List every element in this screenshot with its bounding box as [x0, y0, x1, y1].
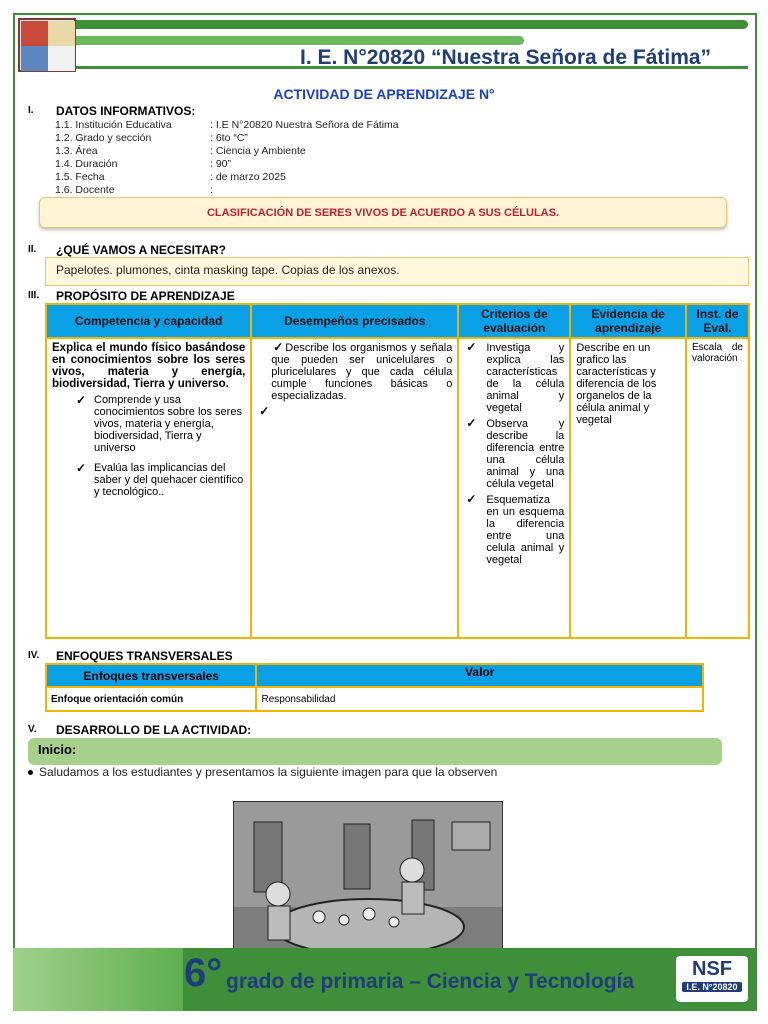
- section-label: DATOS INFORMATIVOS:: [56, 104, 196, 118]
- cell-instrumento: [686, 338, 749, 638]
- datos-value: :: [210, 184, 213, 196]
- nsf-logo-subtext: I.E. N°20820: [682, 982, 742, 992]
- capacidades-list: [52, 394, 245, 498]
- header-criterios: Criterios de evaluación: [458, 304, 570, 338]
- school-name: I. E. N°20820 “Nuestra Señora de Fátima”: [300, 46, 712, 69]
- cell-evidencia: Describe en un grafico las características y diferencia de los organelos de la célula animal y vegetal: [570, 338, 686, 638]
- grade-number: 6°: [184, 951, 223, 995]
- header-desempenos: Desempeños precisados: [251, 304, 458, 338]
- datos-key: 1.5. Fecha: [55, 171, 105, 183]
- topic-callout: CLASIFICACIÓN DE SERES VIVOS DE ACUERDO A SUS CÉLULAS.: [39, 197, 727, 228]
- datos-key: 1.4. Duración: [55, 158, 118, 170]
- enfoques-table: [45, 663, 704, 712]
- children-watering-plants-illustration: [233, 801, 503, 971]
- datos-value: : 6to “C”: [210, 132, 248, 144]
- header-enfoques: Enfoques transversales: [46, 664, 256, 687]
- datos-value: : 90”: [210, 158, 232, 170]
- section-number: V.: [28, 724, 37, 735]
- section-number: III.: [28, 290, 40, 301]
- datos-key: 1.1. Institución Educativa: [55, 119, 172, 131]
- datos-key: 1.2. Grado y sección: [55, 132, 152, 144]
- illustration-drawing: [234, 802, 503, 971]
- section-label: DESARROLLO DE LA ACTIVIDAD:: [56, 723, 252, 737]
- materials-box: Papelotes. plumones, cinta masking tape. Copias de los anexos.: [45, 257, 749, 286]
- cell-valor: Responsabilidad: [256, 687, 703, 711]
- cell-criterios: [458, 338, 570, 638]
- header-instrumento: Inst. de Eval.: [686, 304, 749, 338]
- table-row: [46, 338, 749, 638]
- datos-value: : Ciencia y Ambiente: [210, 145, 306, 157]
- section-number: IV.: [28, 650, 40, 661]
- bullet-text: Saludamos a los estudiantes y presentamos la siguiente imagen para que la observen: [39, 765, 498, 779]
- header-evidencia: Evidencia de aprendizaje: [570, 304, 686, 338]
- cell-desempenos: [251, 338, 458, 638]
- list-item: ✓ Observa y describe la diferencia entre una célula animal y una célula vegetal: [464, 418, 564, 490]
- competencia-text: Explica el mundo físico basándose en conocimientos sobre los seres vivos, materia y energía, biodiversidad, Tierra y universo.: [52, 342, 246, 390]
- list-item: ✓ Investiga y explica las características de la célula animal y vegetal: [464, 342, 564, 414]
- instrumento-text: Escala de valoración: [692, 342, 743, 364]
- bullet-icon: [28, 770, 33, 775]
- datos-key: 1.6. Docente: [55, 184, 115, 196]
- activity-title: ACTIVIDAD DE APRENDIZAJE N°: [273, 86, 495, 102]
- grade-subject: grado de primaria – Ciencia y Tecnología: [226, 970, 635, 993]
- datos-key: 1.3. Área: [55, 145, 98, 157]
- school-crest-logo: [18, 18, 76, 72]
- cell-competencia: [46, 338, 251, 638]
- list-item: ✓ Describe los organismos y señala que pueden ser unicelulares o pluricelulares y que cada célula cumple funciones básicas o especializadas.: [257, 342, 452, 402]
- datos-value: : I.E N°20820 Nuestra Señora de Fátima: [210, 119, 399, 131]
- nsf-logo-text: NSF: [692, 958, 732, 980]
- inicio-banner: Inicio:: [28, 738, 722, 765]
- nsf-logo: [676, 956, 748, 1002]
- section-label: PROPÓSITO DE APRENDIZAJE: [56, 289, 235, 303]
- table-header-row: [46, 664, 703, 687]
- section-number: II.: [28, 244, 37, 255]
- list-item: ✓ Comprende y usa conocimientos sobre los seres vivos, materia y energía, biodiversidad, Tierra y universo: [94, 394, 245, 454]
- cell-enfoque: Enfoque orientación común: [46, 687, 256, 711]
- table-row: [46, 687, 703, 711]
- inicio-bullet: [28, 765, 497, 779]
- desempenos-list: [257, 342, 452, 402]
- list-item: ✓ Esquematiza en un esquema la diferencia entre una celula animal y vegetal: [464, 494, 564, 566]
- criterios-list: [464, 342, 564, 566]
- table-header-row: [46, 304, 749, 338]
- section-label: ENFOQUES TRANSVERSALES: [56, 649, 233, 663]
- header-band-top: [68, 20, 748, 29]
- section-label: ¿QUÉ VAMOS A NECESITAR?: [56, 243, 227, 257]
- purpose-table: [45, 303, 750, 639]
- section-number: I.: [28, 105, 34, 116]
- header-valor: Valor: [256, 664, 703, 687]
- header-competencia: Competencia y capacidad: [46, 304, 251, 338]
- datos-value: : de marzo 2025: [210, 171, 286, 183]
- list-item: ✓ Evalúa las implicancias del saber y del quehacer científico y tecnológico..: [94, 462, 245, 498]
- footer-accent: [13, 948, 183, 1011]
- header-band-middle: [68, 36, 524, 45]
